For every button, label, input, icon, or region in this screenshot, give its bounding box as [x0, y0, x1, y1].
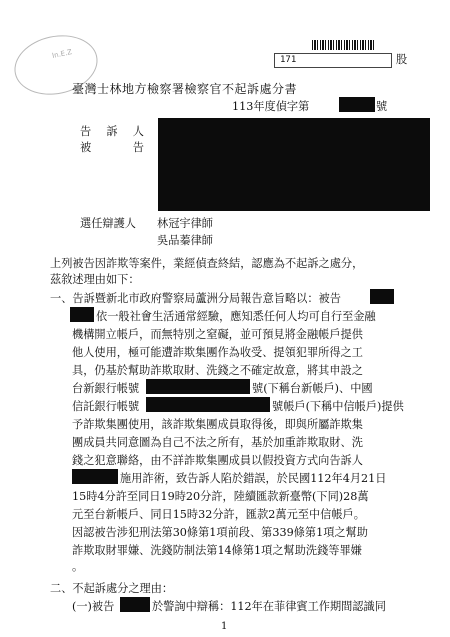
- s1-line-15: 詐欺取財罪嫌、洗錢防制法第14條第1項之幫助洗錢等罪嫌: [72, 544, 362, 557]
- s1-line-7b: 號帳戶(下稱中信帳戶)提供: [272, 400, 404, 413]
- s1-line-6b: 號(下稱台新帳戶)、中國: [252, 382, 373, 395]
- defender-label: 選任辯護人: [80, 217, 136, 230]
- s2-line-1a: (一)被告: [72, 600, 115, 613]
- s1-line-11: 施用詐術，致告訴人陷於錯誤，於民國112年4月21日: [120, 472, 387, 485]
- case-number-suffix: 號: [376, 100, 388, 113]
- s1-line-2: 依一般社會生活通常經驗，應知悉任何人均可自行至金融: [96, 310, 376, 323]
- s1-line-16: 。: [72, 560, 84, 573]
- s1-line-7a: 信託銀行帳號: [72, 400, 140, 413]
- defender-name-2: 吳品蓁律師: [157, 234, 213, 247]
- redaction-party-details: [158, 118, 430, 211]
- redaction-defendant-name-3: [120, 597, 150, 612]
- s1-line-5: 具，仍基於幫助詐欺取財、洗錢之不確定故意，將其申設之: [72, 364, 363, 377]
- redaction-case-number: [339, 97, 375, 112]
- s1-line-14: 因認被告涉犯刑法第30條第1項前段、第339條第1項之幫助: [72, 526, 368, 539]
- document-title: 臺灣士林地方檢察署檢察官不起訴處分書: [72, 82, 298, 96]
- s2-title: 二、不起訴處分之理由：: [50, 582, 174, 595]
- s2-line-1b: 於警詢中辯稱：112年在菲律賓工作期間認識同: [152, 600, 386, 613]
- intro-line-1: 上列被告因詐欺等案件，業經偵查終結，認應為不起訴之處分，: [50, 257, 364, 270]
- case-number-prefix: 113年度偵字第: [232, 100, 310, 113]
- stamp-label: In.E.Z: [51, 47, 73, 61]
- s1-line-12: 15時4分許至同日19時20分許，陸續匯款新臺幣(下同)28萬: [72, 490, 369, 503]
- page-number: 1: [221, 621, 228, 632]
- redaction-defendant-name: [370, 289, 394, 304]
- redaction-defendant-name-2: [70, 307, 94, 322]
- complainant-label: 告 訴 人: [80, 125, 146, 138]
- s1-line-4: 他人使用，極可能遭詐欺集團作為收受、提領犯罪所得之工: [72, 346, 363, 359]
- defender-name-1: 林冠宇律師: [157, 217, 213, 230]
- barcode: [312, 40, 376, 50]
- redaction-account-2: [146, 397, 270, 412]
- s1-line-8: 予詐欺集團使用，該詐欺集團成員取得後，即與所屬詐欺集: [72, 418, 363, 431]
- s1-line-13: 元至台新帳戶、同日15時32分許，匯款2萬元至中信帳戶。: [72, 508, 365, 521]
- intro-line-2: 茲敘述理由如下：: [50, 273, 140, 286]
- s1-line-3: 機構開立帳戶，而無特別之窒礙，並可預見將金融帳戶提供: [72, 328, 363, 341]
- redaction-complainant-name: [72, 469, 118, 484]
- serial-number: 171: [280, 55, 297, 65]
- s1-line-1: 一、告訴暨新北市政府警察局蘆洲分局報告意旨略以：被告: [50, 292, 341, 305]
- s1-line-9: 團成員共同意圖為自己不法之所有，基於加重詐欺取財、洗: [72, 436, 363, 449]
- s1-line-6a: 台新銀行帳號: [72, 382, 140, 395]
- serial-unit: 股: [396, 53, 408, 66]
- defendant-label: 被 告: [80, 141, 146, 154]
- s1-line-10: 錢之犯意聯絡，由不詳詐欺集團成員以假投資方式向告訴人: [72, 454, 363, 467]
- redaction-account-1: [146, 379, 250, 394]
